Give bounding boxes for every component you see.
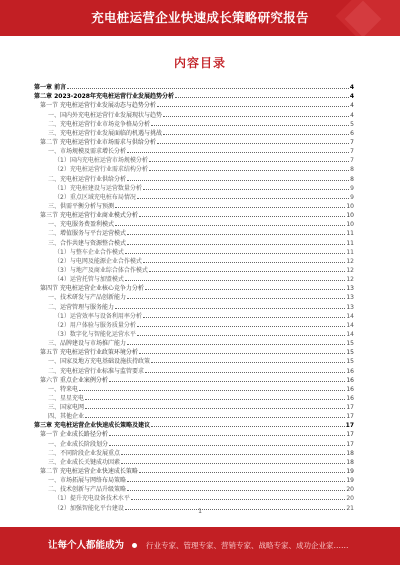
toc-entry-page: 12	[346, 257, 354, 265]
report-title: 充电桩运营企业快速成长策略研究报告	[91, 10, 309, 25]
toc-entry-page: 12	[346, 276, 354, 284]
toc-entry[interactable]	[34, 146, 354, 155]
toc-entry-title: （2）重点区域充电桩布局情况	[54, 193, 136, 201]
toc-entry[interactable]	[34, 292, 354, 301]
toc-entry[interactable]	[34, 329, 354, 338]
toc-entry[interactable]	[34, 411, 354, 420]
toc-entry-page: 5	[350, 120, 354, 128]
toc-entry-title: 三、合作共建与资源整合模式	[48, 239, 127, 247]
toc-dot-leader	[125, 253, 346, 254]
toc-entry-title: 第五节 充电桩运营行业政策环境分析	[40, 349, 138, 357]
toc-entry-page: 11	[346, 248, 354, 256]
toc-dot-leader	[139, 216, 345, 217]
toc-entry-title: 第二节 充电桩运营行业市场需求与供给分析	[40, 138, 156, 146]
toc-entry-title: 二、增值服务与平台运营模式	[48, 230, 127, 238]
toc-entry[interactable]	[34, 219, 354, 228]
toc-dot-leader	[163, 116, 349, 117]
toc-dot-leader	[109, 445, 345, 446]
toc-dot-leader	[127, 234, 345, 235]
toc-entry[interactable]	[34, 484, 354, 493]
toc-entry-page: 17	[346, 431, 354, 439]
toc-entry-title: 二、不同阶段企业发展重点	[48, 449, 121, 457]
toc-entry-page: 14	[346, 312, 354, 320]
toc-entry[interactable]	[34, 119, 354, 128]
toc-entry-title: 一、市场规模及需求增长分析	[48, 148, 127, 156]
toc-entry-page: 7	[350, 138, 354, 146]
toc-entry-title: （2）充电桩运营行业需求结构分析	[54, 166, 148, 174]
toc-entry-page: 17	[346, 440, 354, 448]
toc-entry[interactable]	[34, 183, 354, 192]
toc-dot-leader	[125, 280, 346, 281]
report-header-bar	[0, 0, 400, 36]
toc-entry-title: 一、国家及地方充电基础设施扶持政策	[48, 358, 151, 366]
toc-entry[interactable]	[34, 237, 354, 246]
toc-entry-title: 一、市场拓展与网络布局策略	[48, 477, 127, 485]
toc-entry-page: 16	[346, 385, 354, 393]
toc-entry-title: （1）与整车企业合作模式	[54, 248, 124, 256]
footer-tagline: 行业专家、管理专家、营销专家、战略专家、成功企业家……	[146, 541, 349, 550]
toc-entry-title: 一、技术研发与产品创新能力	[48, 294, 127, 302]
toc-entry-page: 14	[346, 330, 354, 338]
toc-entry[interactable]	[34, 311, 354, 320]
toc-entry-title: （2）加强智能化平台建设	[54, 504, 124, 512]
toc-entry[interactable]	[34, 429, 354, 438]
toc-entry-page: 19	[346, 477, 354, 485]
toc-entry-title: （3）与地产及商业综合体合作模式	[54, 266, 148, 274]
toc-entry-title: 四、其他企业	[48, 413, 85, 421]
toc-entry-title: （1）国内充电桩运营市场规模分析	[54, 157, 148, 165]
toc-dot-leader	[149, 170, 349, 171]
toc-entry-title: 三、品牌建设与市场推广能力	[48, 340, 127, 348]
toc-entry[interactable]	[34, 393, 354, 402]
toc-entry-page: 11	[346, 239, 354, 247]
toc-dot-leader	[145, 289, 345, 290]
toc-entry-page: 12	[346, 266, 354, 274]
toc-entry[interactable]	[34, 356, 354, 365]
table-of-contents	[34, 82, 354, 512]
toc-entry-page: 17	[345, 422, 354, 430]
toc-entry-page: 21	[346, 504, 354, 512]
toc-dot-leader	[131, 499, 346, 500]
toc-dot-leader	[127, 244, 345, 245]
toc-entry-title: 二、运营管理与服务能力	[48, 303, 115, 311]
toc-entry[interactable]	[34, 283, 354, 292]
toc-entry[interactable]	[34, 192, 354, 201]
toc-dot-leader	[115, 225, 345, 226]
toc-dot-leader	[149, 161, 349, 162]
toc-entry[interactable]	[34, 247, 354, 256]
toc-entry-title: （3）数字化与智能化运营水平	[54, 330, 136, 338]
toc-entry-page: 17	[346, 413, 354, 421]
footer-slogan: 让每个人都能成为	[48, 540, 125, 551]
toc-entry-page: 18	[346, 458, 354, 466]
toc-entry-page: 13	[346, 303, 354, 311]
toc-dot-leader	[127, 490, 345, 491]
toc-entry-title: 第二章 2023-2028年充电桩运营行业发展趋势分析	[34, 93, 174, 101]
toc-dot-leader	[115, 308, 345, 309]
toc-dot-leader	[109, 381, 345, 382]
toc-entry[interactable]	[34, 228, 354, 237]
toc-entry-title: 第一节 充电桩运营行业发展动态与趋势分析	[40, 102, 156, 110]
toc-entry-page: 15	[346, 358, 354, 366]
toc-dot-leader	[157, 106, 349, 107]
toc-dot-leader	[149, 271, 346, 272]
toc-entry[interactable]	[34, 438, 354, 447]
toc-dot-leader	[67, 88, 349, 89]
toc-entry-title: （2）与电网及能源企业合作模式	[54, 257, 142, 265]
footer-bar	[0, 527, 400, 565]
toc-entry[interactable]	[34, 402, 354, 411]
toc-entry[interactable]	[34, 338, 354, 347]
toc-entry-page: 10	[346, 221, 354, 229]
toc-entry[interactable]	[34, 265, 354, 274]
toc-entry-title: 一、企业成长阶段划分	[48, 440, 109, 448]
toc-entry[interactable]	[34, 82, 354, 91]
toc-dot-leader	[79, 390, 345, 391]
toc-entry[interactable]	[34, 448, 354, 457]
toc-entry[interactable]	[34, 256, 354, 265]
toc-entry[interactable]	[34, 201, 354, 210]
bullet-icon	[132, 543, 137, 548]
toc-entry-title: 三、供需平衡分析与预测	[48, 202, 115, 210]
toc-entry[interactable]	[34, 320, 354, 329]
toc-entry[interactable]	[34, 347, 354, 356]
toc-entry[interactable]	[34, 420, 354, 429]
toc-dot-leader	[85, 408, 345, 409]
toc-entry[interactable]	[34, 128, 354, 137]
toc-entry[interactable]	[34, 173, 354, 182]
toc-entry-title: 第三节 充电桩运营行业商业模式分析	[40, 212, 138, 220]
toc-entry-page: 4	[350, 102, 354, 110]
toc-entry[interactable]	[34, 375, 354, 384]
toc-entry-page: 4	[350, 111, 354, 119]
toc-entry-title: 二、星星充电	[48, 394, 85, 402]
toc-entry-page: 15	[346, 349, 354, 357]
toc-entry-page: 6	[350, 129, 354, 137]
toc-entry-page: 14	[346, 321, 354, 329]
toc-dot-leader	[163, 134, 349, 135]
toc-entry[interactable]	[34, 493, 354, 502]
toc-entry[interactable]	[34, 91, 354, 100]
toc-entry[interactable]	[34, 109, 354, 118]
toc-dot-leader	[137, 335, 346, 336]
page-number: 1	[198, 508, 202, 515]
toc-dot-leader	[127, 481, 345, 482]
toc-entry-page: 10	[346, 202, 354, 210]
toc-entry[interactable]	[34, 365, 354, 374]
toc-entry-page: 20	[346, 486, 354, 494]
toc-dot-leader	[139, 472, 345, 473]
toc-entry-title: 第二节 充电桩运营企业快速成长策略	[40, 468, 138, 476]
toc-dot-leader	[85, 417, 345, 418]
toc-entry-page: 4	[349, 84, 354, 92]
toc-dot-leader	[151, 426, 345, 427]
toc-dot-leader	[127, 344, 345, 345]
toc-entry-page: 9	[350, 193, 354, 201]
toc-dot-leader	[115, 207, 345, 208]
toc-entry-page: 13	[346, 285, 354, 293]
toc-dot-leader	[137, 198, 349, 199]
toc-entry[interactable]	[34, 210, 354, 219]
toc-dot-leader	[143, 189, 349, 190]
toc-entry-page: 17	[346, 404, 354, 412]
toc-entry-title: （1）提升充电设备技术水平	[54, 495, 130, 503]
toc-entry-page: 8	[350, 166, 354, 174]
toc-entry[interactable]	[34, 466, 354, 475]
toc-entry-title: （4）运营托管与加盟模式	[54, 276, 124, 284]
toc-entry-page: 11	[346, 230, 354, 238]
toc-entry-title: 二、充电桩运营行业供给分析	[48, 175, 127, 183]
toc-entry-title: 第六节 重点企业案例分析	[40, 376, 108, 384]
toc-entry-title: 三、国家电网	[48, 404, 85, 412]
toc-entry-page: 13	[346, 294, 354, 302]
toc-dot-leader	[151, 362, 345, 363]
toc-entry[interactable]	[34, 274, 354, 283]
toc-entry-page: 16	[346, 367, 354, 375]
toc-dot-leader	[127, 180, 349, 181]
toc-heading: 内容目录	[173, 56, 226, 70]
toc-entry-title: 三、企业成长关键成功因素	[48, 458, 121, 466]
toc-entry[interactable]	[34, 100, 354, 109]
toc-entry-page: 7	[350, 157, 354, 165]
toc-entry-title: 第四节 充电桩运营企业核心竞争力分析	[40, 285, 144, 293]
toc-entry-title: 二、充电桩运营行业市场竞争格局分析	[48, 120, 151, 128]
toc-entry-title: 第一节 企业成长路径分析	[40, 431, 108, 439]
toc-entry-page: 10	[346, 212, 354, 220]
toc-entry-title: 一、特来电	[48, 385, 79, 393]
toc-dot-leader	[151, 125, 349, 126]
toc-entry[interactable]	[34, 164, 354, 173]
toc-entry-page: 18	[346, 449, 354, 457]
toc-entry-page: 8	[350, 175, 354, 183]
toc-dot-leader	[175, 97, 349, 98]
toc-entry-page: 16	[346, 394, 354, 402]
toc-dot-leader	[143, 262, 346, 263]
toc-dot-leader	[127, 298, 345, 299]
toc-dot-leader	[121, 454, 345, 455]
toc-dot-leader	[121, 463, 345, 464]
toc-entry-title: 二、充电桩运营行业标准与监管要求	[48, 367, 145, 375]
toc-dot-leader	[143, 317, 346, 318]
toc-entry[interactable]	[34, 475, 354, 484]
toc-entry[interactable]	[34, 137, 354, 146]
toc-dot-leader	[139, 353, 345, 354]
toc-dot-leader	[85, 399, 345, 400]
toc-entry[interactable]	[34, 457, 354, 466]
toc-entry-title: 一、充电服务费盈利模式	[48, 221, 115, 229]
toc-entry-title: 第一章 前言	[34, 84, 67, 92]
toc-entry-title: 三、充电桩运营行业发展面临的机遇与挑战	[48, 129, 163, 137]
toc-entry-page: 4	[349, 93, 354, 101]
toc-dot-leader	[127, 152, 349, 153]
toc-entry-page: 9	[350, 184, 354, 192]
toc-dot-leader	[137, 326, 346, 327]
toc-dot-leader	[145, 372, 345, 373]
toc-entry[interactable]	[34, 301, 354, 310]
toc-entry-page: 20	[346, 495, 354, 503]
toc-entry[interactable]	[34, 384, 354, 393]
toc-entry-title: 第三章 充电桩运营企业快速成长策略及建议	[34, 422, 151, 430]
toc-entry-page: 15	[346, 340, 354, 348]
toc-entry-title: 二、技术创新与产品升级策略	[48, 486, 127, 494]
toc-dot-leader	[109, 435, 345, 436]
toc-entry-title: （1）运营效率与设备利用率分析	[54, 312, 142, 320]
toc-entry-page: 19	[346, 468, 354, 476]
toc-entry-title: （2）用户体验与服务质量分析	[54, 321, 136, 329]
toc-entry-title: 一、国内外充电桩运营行业发展现状与趋势	[48, 111, 163, 119]
toc-dot-leader	[157, 143, 349, 144]
toc-entry-title: （1）充电桩建设与运营数量分析	[54, 184, 142, 192]
toc-entry[interactable]	[34, 155, 354, 164]
toc-entry-page: 16	[346, 376, 354, 384]
toc-entry-page: 7	[350, 148, 354, 156]
